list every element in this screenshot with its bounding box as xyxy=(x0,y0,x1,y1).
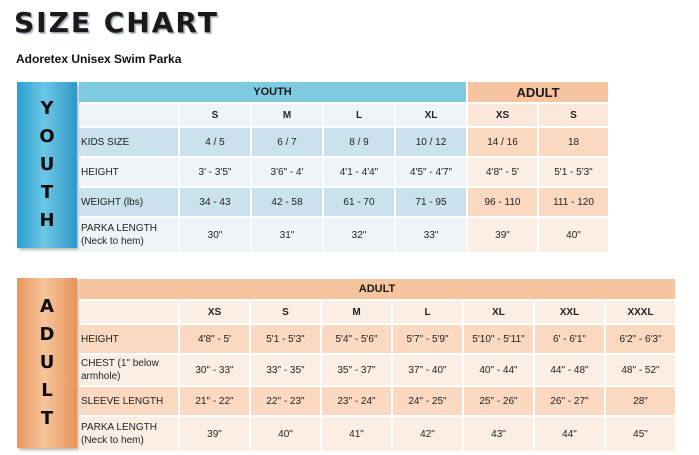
side-letter: A xyxy=(40,296,54,317)
table-cell: 35" - 37" xyxy=(322,355,391,385)
table-cell: 33" xyxy=(396,218,466,252)
side-letter: U xyxy=(39,352,55,373)
size-header: XL xyxy=(464,301,533,323)
adult-band-header: ADULT xyxy=(79,279,675,299)
row-label xyxy=(79,417,178,451)
table-cell: 42" xyxy=(393,417,462,451)
table-row xyxy=(79,417,675,451)
table-cell: 4'1 - 4'4" xyxy=(324,158,394,186)
table-row xyxy=(79,128,608,156)
table-cell: 41" xyxy=(322,417,391,451)
table-row xyxy=(79,158,608,186)
table-cell: 40" xyxy=(539,218,608,252)
side-letter: L xyxy=(41,380,53,401)
table-cell: 4'8" - 5' xyxy=(180,325,249,353)
row-label: KIDS SIZE xyxy=(79,128,178,156)
table-cell: 5'7" - 5'9" xyxy=(393,325,462,353)
table-cell: 4 / 5 xyxy=(180,128,250,156)
corner-cell xyxy=(79,301,178,323)
size-header: M xyxy=(322,301,391,323)
table-cell: 31" xyxy=(252,218,322,252)
table-cell: 45" xyxy=(606,417,675,451)
corner-cell xyxy=(79,104,178,126)
table-cell: 28" xyxy=(606,387,675,415)
product-name: Adoretex Unisex Swim Parka xyxy=(16,52,182,66)
adult-size-table xyxy=(77,277,677,453)
table-cell: 44" xyxy=(535,417,604,451)
size-header: L xyxy=(393,301,462,323)
table-cell: 8 / 9 xyxy=(324,128,394,156)
row-label-sub: (Neck to hem) xyxy=(81,435,144,446)
size-header: XS xyxy=(468,104,537,126)
size-header: S xyxy=(539,104,608,126)
table-cell: 18 xyxy=(539,128,608,156)
table-cell: 48" - 52" xyxy=(606,355,675,385)
table-cell: 44" - 48" xyxy=(535,355,604,385)
table-cell: 5'1 - 5'3" xyxy=(539,158,608,186)
table-cell: 22" - 23" xyxy=(251,387,320,415)
table-cell: 96 - 110 xyxy=(468,188,537,216)
table-row xyxy=(79,188,608,216)
table-cell: 43" xyxy=(464,417,533,451)
table-cell: 39" xyxy=(180,417,249,451)
table-cell: 40" xyxy=(251,417,320,451)
table-cell: 6 / 7 xyxy=(252,128,322,156)
row-label-main: PARKA LENGTH xyxy=(81,223,157,234)
table-cell: 5'4" - 5'6" xyxy=(322,325,391,353)
size-header-row xyxy=(79,301,675,323)
table-cell: 3' - 3'5" xyxy=(180,158,250,186)
table-row xyxy=(79,218,608,252)
row-label xyxy=(79,355,178,385)
side-letter: H xyxy=(39,210,55,231)
table-cell: 3'6" - 4' xyxy=(252,158,322,186)
table-cell: 10 / 12 xyxy=(396,128,466,156)
table-row xyxy=(79,387,675,415)
table-cell: 4'5" - 4'7" xyxy=(396,158,466,186)
side-letter: T xyxy=(40,408,54,429)
size-header: M xyxy=(252,104,322,126)
size-header: XL xyxy=(396,104,466,126)
band-row xyxy=(79,279,675,299)
row-label: HEIGHT xyxy=(79,325,178,353)
row-label-main: PARKA LENGTH xyxy=(81,422,157,433)
row-label: HEIGHT xyxy=(79,158,178,186)
row-label: SLEEVE LENGTH xyxy=(79,387,178,415)
table-cell: 6' - 6'1" xyxy=(535,325,604,353)
size-header: S xyxy=(180,104,250,126)
side-letter: O xyxy=(39,126,55,147)
size-header: XXXL xyxy=(606,301,675,323)
adult-side-label xyxy=(17,278,77,448)
table-cell: 34 - 43 xyxy=(180,188,250,216)
size-header: L xyxy=(324,104,394,126)
table-row xyxy=(79,355,675,385)
youth-side-label xyxy=(17,82,77,248)
page-title: SIZE CHART xyxy=(14,6,219,39)
size-header: S xyxy=(251,301,320,323)
table-cell: 25" - 26" xyxy=(464,387,533,415)
adult-band-header: ADULT xyxy=(468,82,608,102)
band-row xyxy=(79,82,608,102)
side-letter: U xyxy=(39,154,55,175)
row-label xyxy=(79,218,178,252)
table-cell: 32" xyxy=(324,218,394,252)
row-label: WEIGHT (lbs) xyxy=(79,188,178,216)
table-cell: 42 - 58 xyxy=(252,188,322,216)
table-cell: 5'1 - 5'3" xyxy=(251,325,320,353)
size-header: XXL xyxy=(535,301,604,323)
table-cell: 33" - 35" xyxy=(251,355,320,385)
table-cell: 5'10" - 5'11" xyxy=(464,325,533,353)
table-cell: 40" - 44" xyxy=(464,355,533,385)
table-row xyxy=(79,325,675,353)
side-letter: Y xyxy=(40,98,54,119)
table-cell: 26" - 27" xyxy=(535,387,604,415)
row-label-sub: (Neck to hem) xyxy=(81,236,144,247)
side-letter: T xyxy=(40,182,54,203)
table-cell: 30" xyxy=(180,218,250,252)
youth-size-table xyxy=(77,80,610,254)
table-cell: 23" - 24" xyxy=(322,387,391,415)
row-label-sub: armhole) xyxy=(81,371,121,382)
table-cell: 111 - 120 xyxy=(539,188,608,216)
table-cell: 30" - 33" xyxy=(180,355,249,385)
size-header: XS xyxy=(180,301,249,323)
table-cell: 61 - 70 xyxy=(324,188,394,216)
table-cell: 6'2" - 6'3" xyxy=(606,325,675,353)
table-cell: 39" xyxy=(468,218,537,252)
row-label-main: CHEST (1" below xyxy=(81,358,159,369)
table-cell: 24" - 25" xyxy=(393,387,462,415)
youth-band-header: YOUTH xyxy=(79,82,466,102)
table-cell: 21" - 22" xyxy=(180,387,249,415)
table-cell: 4'8" - 5' xyxy=(468,158,537,186)
table-cell: 14 / 16 xyxy=(468,128,537,156)
table-cell: 71 - 95 xyxy=(396,188,466,216)
side-letter: D xyxy=(39,324,55,345)
size-header-row xyxy=(79,104,608,126)
table-cell: 37" - 40" xyxy=(393,355,462,385)
